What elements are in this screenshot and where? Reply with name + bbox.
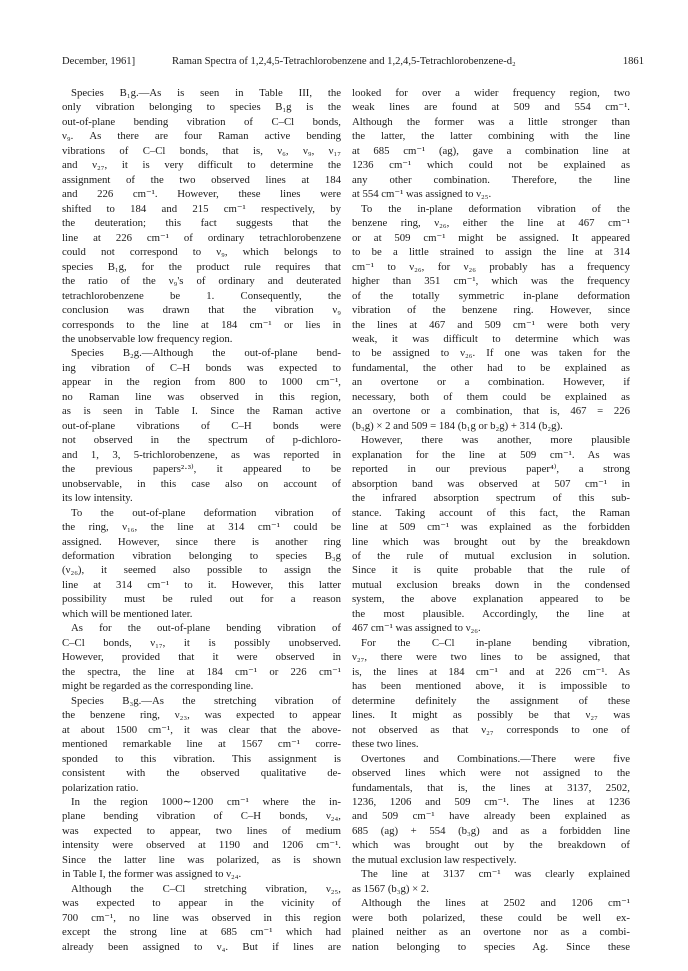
text-line: line at 226 cm⁻¹ of ordinary tetrachlorobenzene [62,231,341,244]
text-line: to be assigned to ν₂₆. If one was taken for the [352,347,630,360]
text-line: out-of-plane bending vibration of C–Cl bonds, [62,115,341,128]
text-line: out-of-plane vibrations of C–H bonds were [62,419,341,432]
text-line: were both polarized, these could be well ex- [352,911,630,924]
text-line: vibrations of C–Cl bonds, that is, ν₆, ν₉, ν₁₇ [62,144,341,157]
text-line: The line at 3137 cm⁻¹ was clearly explained [361,868,630,881]
text-line: Overtones and Combinations.—There were five [361,752,630,765]
text-line: the ring, ν₁₆, the line at 314 cm⁻¹ could be [62,521,341,534]
text-line: the mutual exclusion law respectively. [352,853,517,866]
text-line: the previous papers²·³⁾, it appeared to be [62,463,341,476]
text-line: To the in-plane deformation vibration of the [361,202,630,215]
text-line: nation belonging to species Ag. Since these [352,940,630,953]
text-line: fundamental, the other had to be explained as [352,361,630,374]
text-line: only vibration belonging to species B₁g is the [62,101,341,114]
text-line: the unobservable low frequency region. [62,332,233,345]
text-line: absorption band was observed at 507 cm⁻¹ in [352,477,630,490]
text-line: and ν₂₇, it is very difficult to determine the [62,159,341,172]
text-line: reported in our previous paper⁴⁾, a strong [352,463,630,476]
text-line: is, the lines at 184 cm⁻¹ and at 226 cm⁻¹. As [352,665,630,678]
text-line: or at 509 cm⁻¹ might be assigned. It appeared [352,231,630,244]
text-line: was expected to appear in the vicinity of [62,897,341,910]
text-line: appear in the region from 800 to 1000 cm⁻¹, [62,376,341,389]
text-line: Although the former was a little stronger than [352,115,630,128]
text-line: stance. Taking account of this fact, the Raman [352,506,630,519]
text-line: deformation vibration belonging to species B₃g [62,550,341,562]
text-line: the ratio of the ν₉'s of ordinary and deuterated [62,275,341,288]
text-line: Since the latter line was polarized, as is shown [62,853,341,866]
text-line: To the out-of-plane deformation vibration of [71,506,341,519]
text-line: the latter, the latter combining with the line [352,130,630,143]
text-line: 1236 cm⁻¹ which could not be explained as [352,159,630,172]
text-line: to be a little strained to assign the line at 314 [352,246,630,259]
text-line: For the C–Cl in-plane bending vibration, [361,636,630,649]
text-line: these two lines. [352,738,419,751]
text-line: any other combination. Therefore, the line [352,173,630,186]
left-text-column [62,86,341,954]
text-line: line at 509 cm⁻¹ was explained as the forbidden [352,521,630,534]
text-line: Although the C–Cl stretching vibration, ν₂₅, [71,882,341,895]
text-line: was expected to appear, two lines of medium [62,824,341,837]
text-line: determine definitely the assignment of these [352,694,630,707]
text-line: and 1, 3, 5-trichlorobenzene, as was reported in [62,448,341,461]
text-line: already been assigned to ν₄. But if lines are [62,940,341,953]
text-line: consistent with the observed qualitative de- [62,767,341,780]
text-line: weak lines are found at 509 and 554 cm⁻¹. [352,101,630,114]
text-line: except the strong line at 685 cm⁻¹ which had [62,926,341,939]
text-line: shifted to 184 and 215 cm⁻¹ respectively, by [62,202,341,215]
text-line: cm⁻¹ to ν₂₆, for ν₂₆ probably has a frequency [352,260,630,273]
text-line: mutual exclusion breaks down in the condensed [352,578,630,591]
text-line: the most plausible. Accordingly, the line at [352,607,630,620]
text-line: looked for over a wider frequency region, two [352,87,630,99]
text-line: ν₉. As there are four Raman active bending [62,130,341,143]
text-line: of the rule of mutual exclusion in solution. [352,550,630,562]
text-line: unobservable, in this case also on account of [62,477,341,490]
text-line: However, there was another, more plausible [361,434,630,447]
right-text-column [352,86,630,954]
text-line: might be regarded as the corresponding line. [62,680,254,693]
text-line: has been mentioned above, it is impossible to [352,680,630,693]
text-line: 467 cm⁻¹ was assigned to ν₂₆. [352,622,481,635]
text-line: Species B₂g.—Although the out-of-plane bend- [71,347,341,360]
text-line: 700 cm⁻¹, no line was observed in this region [62,911,341,924]
text-line: at 554 cm⁻¹ was assigned to ν₂₅. [352,188,492,201]
text-line: species B₁g, for the product rule requires that [62,260,341,273]
text-line: 685 (ag) + 554 (b₃g) and as a forbidden line [352,824,630,837]
text-line: vibration of the benzene ring. However, since [352,304,630,317]
text-line: the benzene ring, ν₂₃, was expected to appear [62,709,341,722]
text-line: which was brought out by the breakdown of [352,839,630,852]
text-line: the deuteration; this fact suggests that the [62,217,341,230]
text-line: Although the lines at 2502 and 1206 cm⁻¹ [361,897,630,910]
text-line: (b₃g) × 2 and 509 = 184 (b₁g or b₂g) + 314 (b₂g). [352,419,563,432]
text-line: Since it is quite probable that the rule of [352,564,630,577]
text-line: 1236, 1206 and 509 cm⁻¹. The lines at 1236 [352,795,630,808]
text-line: intensity were observed at 1190 and 1206 cm⁻¹. [62,839,341,852]
text-line: as 1567 (b₃g) × 2. [352,882,429,895]
text-line: Species B₃g.—As the stretching vibration of [71,694,341,707]
text-line: plained neither as an overtone nor as a combi- [352,926,630,939]
running-title: Raman Spectra of 1,2,4,5-Tetrachlorobenzene and 1,2,4,5-Tetrachlorobenzene-d₂ [172,56,516,67]
text-line: and 226 cm⁻¹. However, these lines were [62,188,341,201]
text-line: explanation for the line at 509 cm⁻¹. As was [352,448,630,461]
text-line: corresponds to the line at 184 cm⁻¹ or lies in [62,318,341,331]
text-line: in Table I, the former was assigned to ν₂₄. [62,868,242,881]
text-line: of the totally symmetric in-plane deformation [352,289,630,302]
text-line: no Raman line was observed in this region, [62,390,341,403]
text-line: C–Cl bonds, ν₁₇, it is possibly unobserved. [62,636,341,649]
text-line: (ν₂₆), it seemed also possible to assign the [62,564,341,577]
issue-date: December, 1961] [62,56,136,67]
text-line: an overtone or a combination, that is, 467 = 226 [352,405,630,418]
text-line: possibility must be ruled out for a reason [62,593,341,606]
text-line: as is seen in Table I. Since the Raman active [62,405,341,418]
text-line: conclusion was drawn that the vibration ν₉ [62,304,341,317]
text-line: weak, it was difficult to determine which was [352,332,630,345]
text-line: ing vibration of C–H bonds was expected to [62,361,341,374]
text-line: In the region 1000∼1200 cm⁻¹ where the in- [71,795,341,808]
text-line: assigned. However, since there is another ring [62,535,341,548]
text-line: at about 1500 cm⁻¹, it was clear that the above- [62,723,341,736]
text-line: However, provided that it were observed in [62,651,341,664]
text-line: assignment of the two observed lines at 184 [62,173,341,186]
text-line: at 685 cm⁻¹ (ag), gave a combination line at [352,144,630,157]
text-line: observed lines which were not assigned to the [352,767,630,780]
text-line: an overtone or a combination. However, if [352,376,630,389]
text-line: benzene ring, ν₂₆, either the line at 467 cm⁻¹ [352,217,630,230]
text-line: its low intensity. [62,492,133,505]
text-line: tetrachlorobenzene be 1. Consequently, the [62,289,341,302]
text-line: higher than 351 cm⁻¹, which was the frequency [352,275,630,288]
text-line: the lines at 467 and 509 cm⁻¹ were both very [352,318,630,331]
text-line: Species B₁g.—As is seen in Table III, the [71,87,341,99]
text-line: the infrared absorption spectrum of this sub- [352,492,630,505]
text-line: line at 314 cm⁻¹ to it. However, this latter [62,578,341,591]
text-line: fundamentals, that is, the lines at 3137, 2502, [352,781,630,794]
text-line: system, the above explanation appeared to be [352,593,630,606]
text-line: and 509 cm⁻¹ have already been explained as [352,810,630,823]
text-line: sponded to this vibration. This assignment is [62,752,341,765]
text-line: ν₂₇, there were two lines to be assigned, that [352,651,630,664]
page-number: 1861 [622,56,644,67]
text-line: not observed as that ν₂₇ corresponds to one of [352,723,630,736]
text-line: plane bending vibration of C–H bonds, ν₂₄, [62,810,341,823]
text-line: mentioned remarkable line at 1567 cm⁻¹ corre- [62,738,341,751]
text-line: lines. It might as possibly be that ν₂₇ was [352,709,630,722]
text-line: polarization ratio. [62,781,139,794]
text-line: not observed in the spectrum of p-dichloro- [62,434,341,447]
text-line: necessary, both of them could be explained as [352,390,630,403]
text-line: could not correspond to ν₉, which belongs to [62,246,341,259]
text-line: which will be mentioned later. [62,607,193,620]
text-line: As for the out-of-plane bending vibration of [71,622,341,635]
text-line: line which was brought out by the breakdown [352,535,630,548]
text-line: the spectra, the line at 184 cm⁻¹ or 226 cm⁻¹ [62,665,341,678]
